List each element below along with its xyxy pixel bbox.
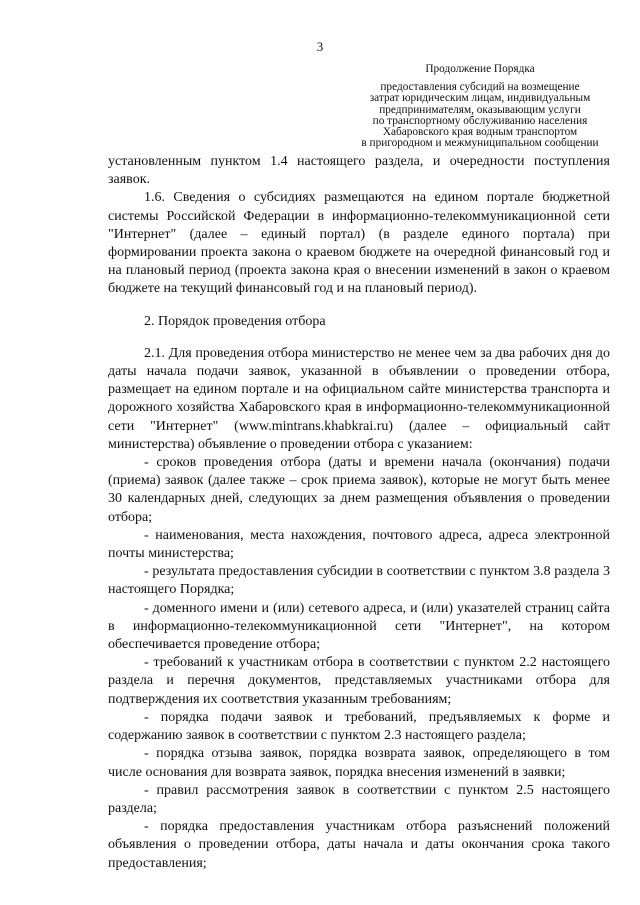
section-heading-2: 2. Порядок проведения отбора xyxy=(144,313,326,329)
list-item-clarifications: - порядка предоставления участникам отбора разъяснений положений объявления о проведении отбора, даты начала и даты окончания срока такого предоставления; xyxy=(108,819,610,871)
appendix-header-note xyxy=(340,64,620,149)
list-item-ministry-contacts: - наименования, места нахождения, почтового адреса, адреса электронной почты министерства; xyxy=(108,527,610,562)
paragraph-1-6: 1.6. Сведения о субсидиях размещаются на едином портале бюджетной системы Российской Федерации в информационно-телекоммуникационной сети "Интернет" (далее – единый портал) (в разделе единого портала) при формировании проекта закона о краевом бюджете на очередной финансовый год и на плановый период (проекта закона края о внесении изменений в закон о краевом бюджете на текущий финансовый год и на плановый период). xyxy=(108,190,610,297)
header-note-line: предпринимателям, оказывающим услуги xyxy=(379,103,581,116)
list-item-domain-name: - доменного имени и (или) сетевого адреса, и (или) указателей страниц сайта в информационно-телекоммуникационной сети "Интернет", на котором обеспечивается проведение отбора; xyxy=(108,600,610,653)
header-note-line: по транспортному обслуживанию населения xyxy=(372,114,588,127)
header-note-title: Продолжение Порядка xyxy=(425,63,535,75)
header-note-line: затрат юридическим лицам, индивидуальным xyxy=(369,92,591,105)
list-item-terms: - сроков проведения отбора (даты и времени начала (окончания) подачи (приема) заявок (далее также – срок приема заявок), которые не могут быть менее 30 календарных дней, следующих за днем размещения объявления о проведении отбора; xyxy=(108,455,610,525)
header-note-line: Хабаровского края водным транспортом xyxy=(382,126,578,139)
paragraph-2-1: 2.1. Для проведения отбора министерство не менее чем за два рабочих дня до даты начала подачи заявок, указанной в объявлении о проведении отбора, размещает на едином портале и на официальном сайте министерства транспорта и дорожного хозяйства Хабаровского края в информационно-телекоммуникационной сети "Интернет" (www.mintrans.khabkrai.ru) (далее – официальный сайт министерства) объявление о проведении отбора с указанием: xyxy=(108,345,610,452)
header-note-line: предоставления субсидий на возмещение xyxy=(380,81,580,94)
paragraph-continuation: установленным пунктом 1.4 настоящего раздела, и очередности поступления заявок. xyxy=(108,154,610,188)
document-body xyxy=(108,153,610,873)
header-note-line: в пригородном и межмуниципальном сообщении xyxy=(361,137,599,150)
list-item-withdrawal-procedure: - порядка отзыва заявок, порядка возврата заявок, определяющего в том числе основания для возврата заявок, порядка внесения изменений в заявки; xyxy=(108,746,610,780)
list-item-participant-requirements: - требований к участникам отбора в соответствии с пунктом 2.2 настоящего раздела и перечня документов, представляемых участниками отбора для подтверждения их соответствия указанным требованиям; xyxy=(108,655,610,707)
list-item-subsidy-result: - результата предоставления субсидии в соответствии с пунктом 3.8 раздела 3 настоящего Порядка; xyxy=(108,564,610,598)
list-item-review-rules: - правил рассмотрения заявок в соответствии с пунктом 2.5 настоящего раздела; xyxy=(108,782,610,816)
page-number: 3 xyxy=(316,39,324,54)
list-item-application-procedure: - порядка подачи заявок и требований, предъявляемых к форме и содержанию заявок в соответствии с пунктом 2.3 настоящего раздела; xyxy=(108,709,610,744)
